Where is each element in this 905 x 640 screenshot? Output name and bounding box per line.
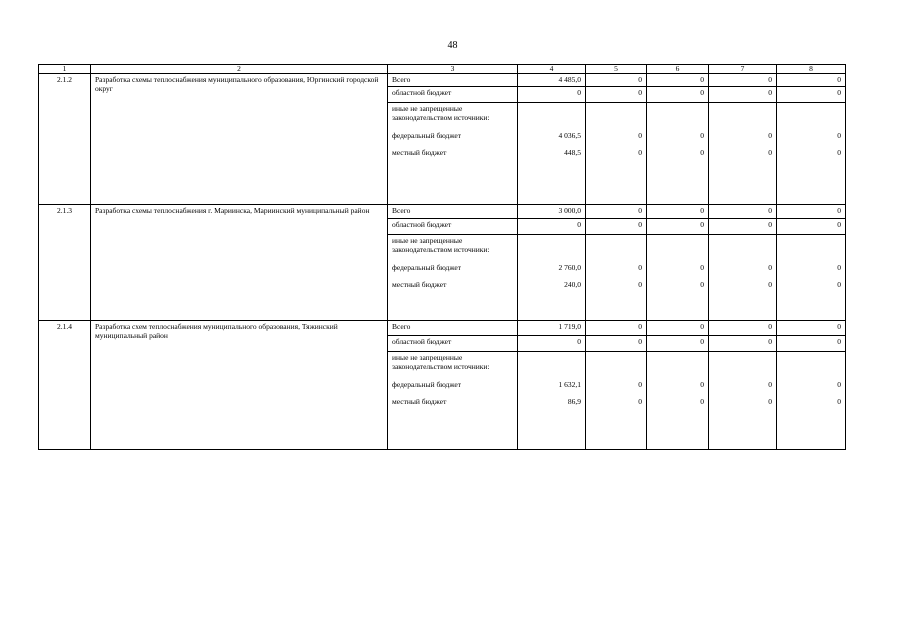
local-value: 0 bbox=[768, 280, 772, 289]
federal-value: 0 bbox=[768, 263, 772, 272]
measure-code: 2.1.4 bbox=[39, 321, 91, 450]
value-cell: 0 bbox=[777, 74, 846, 87]
value-cell: 0 bbox=[709, 321, 777, 336]
measure-code: 2.1.3 bbox=[39, 205, 91, 321]
measure-name: Разработка схемы теплоснабжения г. Мариинска, Мариинский муниципальный район bbox=[91, 205, 388, 321]
source-label: Всего bbox=[388, 74, 518, 87]
value-cell: 0 bbox=[709, 219, 777, 235]
value-cell: 1 719,0 bbox=[518, 321, 586, 336]
federal-label: федеральный бюджет bbox=[392, 131, 462, 140]
local-value: 86,9 bbox=[567, 397, 581, 406]
value-cell: 0 bbox=[518, 219, 586, 235]
value-cell: 0 bbox=[647, 205, 709, 219]
value-cell: 0 bbox=[586, 205, 647, 219]
measure-block bbox=[39, 205, 846, 321]
table-row-total bbox=[39, 205, 846, 219]
federal-value: 0 bbox=[700, 380, 704, 389]
federal-value: 0 bbox=[768, 131, 772, 140]
local-value: 0 bbox=[768, 148, 772, 157]
federal-value: 0 bbox=[768, 380, 772, 389]
local-label: местный бюджет bbox=[392, 397, 447, 406]
value-cell: 0 bbox=[647, 321, 709, 336]
federal-value: 1 632,1 bbox=[558, 380, 581, 389]
measure-code: 2.1.2 bbox=[39, 74, 91, 205]
local-value: 0 bbox=[700, 148, 704, 157]
value-cell: 0 bbox=[709, 205, 777, 219]
local-label: местный бюджет bbox=[392, 280, 447, 289]
value-cell: 0 bbox=[647, 74, 709, 87]
federal-label: федеральный бюджет bbox=[392, 263, 462, 272]
header-row bbox=[39, 65, 846, 74]
value-cell: 4 485,0 bbox=[518, 74, 586, 87]
column-header: 7 bbox=[709, 65, 777, 74]
value-cell: 0 bbox=[518, 87, 586, 103]
federal-value: 0 bbox=[638, 263, 642, 272]
source-label: областной бюджет bbox=[388, 336, 518, 352]
other-sources-label: иные не запрещенные законодательством источники: bbox=[392, 353, 490, 371]
value-cell: 0 bbox=[647, 219, 709, 235]
source-label: областной бюджет bbox=[388, 87, 518, 103]
local-value: 240,0 bbox=[564, 280, 581, 289]
measure-name: Разработка схем теплоснабжения муниципального образования, Тяжинский муниципальный район bbox=[91, 321, 388, 450]
column-header: 2 bbox=[91, 65, 388, 74]
local-value: 0 bbox=[638, 148, 642, 157]
federal-value: 0 bbox=[700, 131, 704, 140]
value-cell: 0 bbox=[586, 321, 647, 336]
federal-value: 2 760,0 bbox=[558, 263, 581, 272]
other-sources-label: иные не запрещенные законодательством источники: bbox=[392, 104, 490, 122]
federal-value: 0 bbox=[700, 263, 704, 272]
value-cell: 0 bbox=[586, 74, 647, 87]
value-cell: 3 000,0 bbox=[518, 205, 586, 219]
column-header: 6 bbox=[647, 65, 709, 74]
value-cell: 0 bbox=[709, 87, 777, 103]
federal-value: 0 bbox=[837, 131, 841, 140]
column-header: 8 bbox=[777, 65, 846, 74]
value-cell: 0 bbox=[586, 87, 647, 103]
federal-value: 4 036,5 bbox=[558, 131, 581, 140]
value-cell: 0 bbox=[647, 87, 709, 103]
value-cell: 0 bbox=[777, 219, 846, 235]
local-value: 0 bbox=[837, 397, 841, 406]
local-value: 0 bbox=[768, 397, 772, 406]
measure-block bbox=[39, 74, 846, 205]
value-cell: 0 bbox=[518, 336, 586, 352]
local-value: 0 bbox=[638, 280, 642, 289]
value-cell: 0 bbox=[586, 219, 647, 235]
federal-value: 0 bbox=[837, 380, 841, 389]
table-row-total bbox=[39, 321, 846, 336]
funding-table bbox=[38, 64, 846, 450]
local-value: 0 bbox=[837, 148, 841, 157]
value-cell: 0 bbox=[709, 336, 777, 352]
source-label: Всего bbox=[388, 321, 518, 336]
local-value: 0 bbox=[700, 397, 704, 406]
table-row-total bbox=[39, 74, 846, 87]
column-header: 4 bbox=[518, 65, 586, 74]
federal-label: федеральный бюджет bbox=[392, 380, 462, 389]
source-label: Всего bbox=[388, 205, 518, 219]
local-value: 0 bbox=[638, 397, 642, 406]
federal-value: 0 bbox=[638, 380, 642, 389]
column-header: 5 bbox=[586, 65, 647, 74]
value-cell: 0 bbox=[586, 336, 647, 352]
value-cell: 0 bbox=[777, 87, 846, 103]
value-cell: 0 bbox=[777, 205, 846, 219]
other-sources-label: иные не запрещенные законодательством источники: bbox=[392, 236, 490, 254]
local-value: 0 bbox=[700, 280, 704, 289]
local-value: 448,5 bbox=[564, 148, 581, 157]
measure-name: Разработка схемы теплоснабжения муниципального образования, Юргинский городской округ bbox=[91, 74, 388, 205]
value-cell: 0 bbox=[777, 321, 846, 336]
value-cell: 0 bbox=[709, 74, 777, 87]
local-label: местный бюджет bbox=[392, 148, 447, 157]
column-header: 1 bbox=[39, 65, 91, 74]
local-value: 0 bbox=[837, 280, 841, 289]
federal-value: 0 bbox=[837, 263, 841, 272]
source-label: областной бюджет bbox=[388, 219, 518, 235]
value-cell: 0 bbox=[777, 336, 846, 352]
value-cell: 0 bbox=[647, 336, 709, 352]
column-header: 3 bbox=[388, 65, 518, 74]
page-number: 48 bbox=[447, 40, 458, 51]
measure-block bbox=[39, 321, 846, 450]
federal-value: 0 bbox=[638, 131, 642, 140]
